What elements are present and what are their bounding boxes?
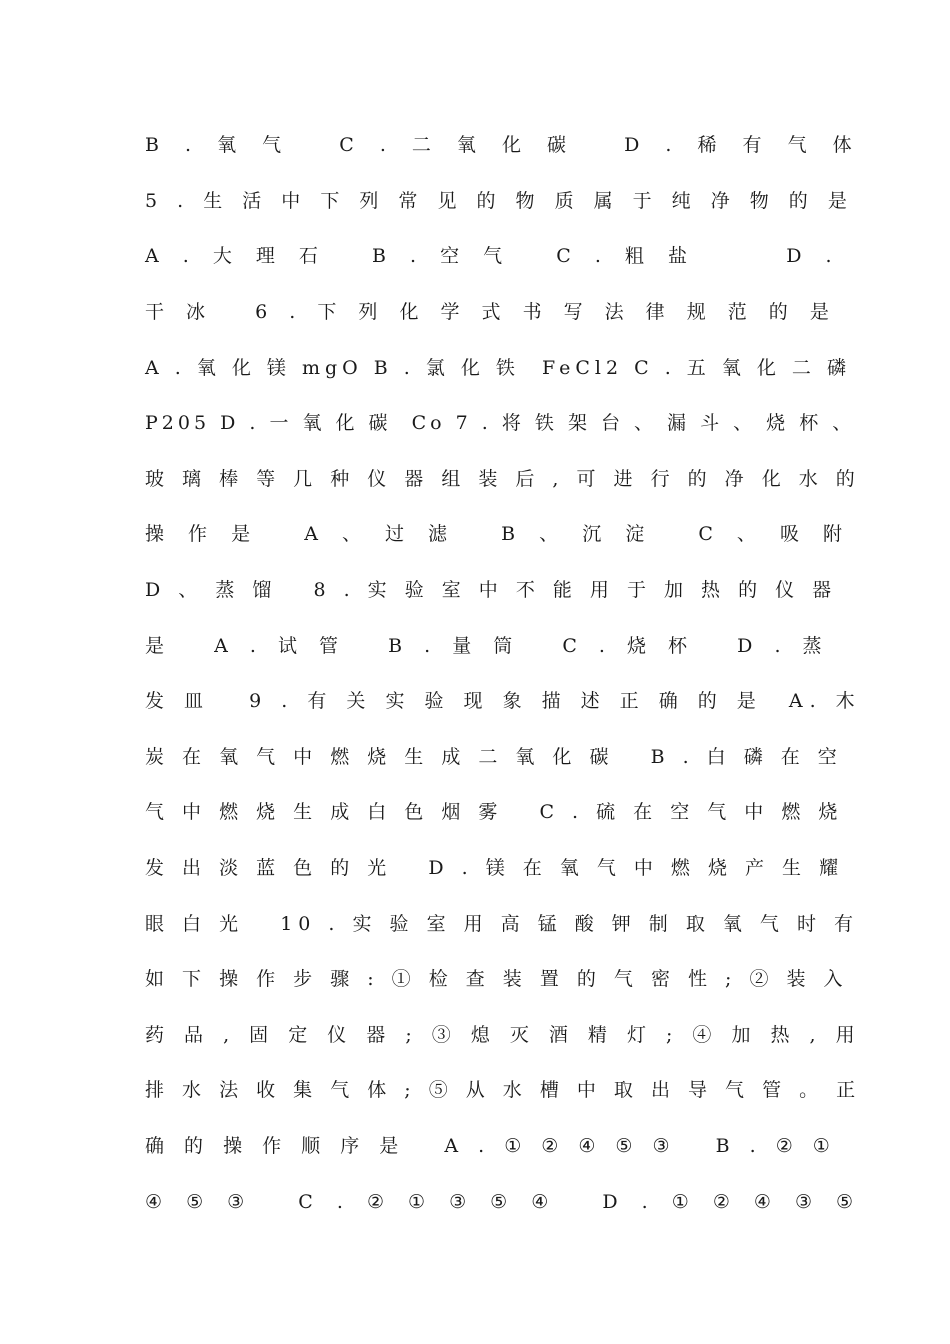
text-line: A . 大 理 石 B . 空 气 C . 粗 盐 D . — [145, 245, 841, 267]
text-line: D 、 蒸 馏 8 . 实 验 室 中 不 能 用 于 加 热 的 仪 器 — [145, 579, 838, 601]
text-line: 操 作 是 A 、 过 滤 B 、 沉 淀 C 、 吸 附 — [145, 523, 852, 545]
text-line: 药 品 , 固 定 仪 器 ; ③ 熄 灭 酒 精 灯 ; ④ 加 热 , 用 — [145, 1024, 862, 1046]
text-line: 是 A . 试 管 B . 量 筒 C . 烧 杯 D . 蒸 — [145, 635, 830, 657]
text-line: 玻 璃 棒 等 几 种 仪 器 组 装 后 , 可 进 行 的 净 化 水 的 — [145, 468, 861, 490]
text-line: 眼 白 光 10 . 实 验 室 用 高 锰 酸 钾 制 取 氧 气 时 有 — [145, 913, 860, 935]
text-line: 如 下 操 作 步 骤 : ① 检 查 装 置 的 气 密 性 ; ② 装 入 — [145, 968, 849, 990]
text-line: 发 出 淡 蓝 色 的 光 D . 镁 在 氧 气 中 燃 烧 产 生 耀 — [145, 857, 845, 879]
text-line: 干 冰 6 . 下 列 化 学 式 书 写 法 律 规 范 的 是 — [145, 301, 837, 323]
text-line: ④ ⑤ ③ C . ② ① ③ ⑤ ④ D . ① ② ④ ③ ⑤ — [145, 1191, 863, 1213]
text-line: A . 氧 化 镁 mgO B . 氯 化 铁 FeCl2 C . 五 氧 化 二 磷 — [145, 357, 851, 379]
text-line: P205 D . 一 氧 化 碳 Co 7 . 将 铁 架 台 、 漏 斗 、 烧 杯 、 — [145, 412, 856, 434]
text-line: 气 中 燃 烧 生 成 白 色 烟 雾 C . 硫 在 空 气 中 燃 烧 — [145, 801, 844, 823]
text-line: 发 皿 9 . 有 关 实 验 现 象 描 述 正 确 的 是 A. 木 — [145, 690, 862, 712]
text-line: 炭 在 氧 气 中 燃 烧 生 成 二 氧 化 碳 B . 白 磷 在 空 — [145, 746, 843, 768]
text-line: 确 的 操 作 顺 序 是 A . ① ② ④ ⑤ ③ B . ② ① — [145, 1135, 837, 1157]
text-line: 5 . 生 活 中 下 列 常 见 的 物 质 属 于 纯 净 物 的 是 — [145, 190, 854, 212]
text-line: B . 氧 气 C . 二 氧 化 碳 D . 稀 有 气 体 — [145, 134, 862, 156]
text-line: 排 水 法 收 集 气 体 ; ⑤ 从 水 槽 中 取 出 导 气 管 。 正 — [145, 1079, 862, 1101]
